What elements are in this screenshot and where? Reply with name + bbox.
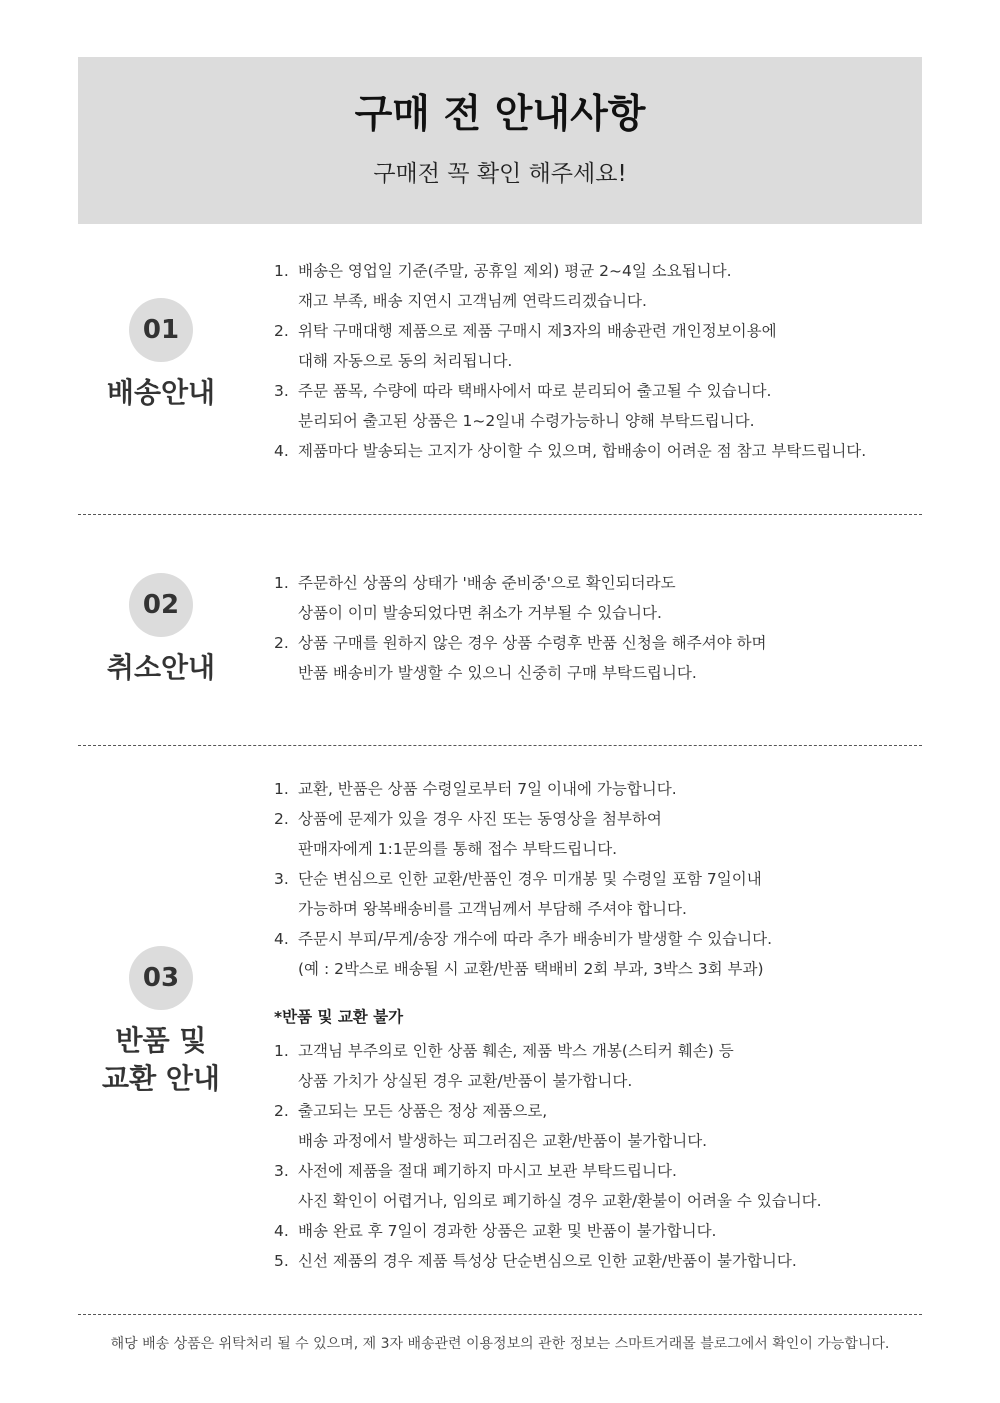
section-number-badge: 01 — [129, 298, 193, 362]
section-number-badge: 02 — [129, 573, 193, 637]
no-return-heading: *반품 및 교환 불가 — [274, 1008, 404, 1026]
list-item: 3. 단순 변심으로 인한 교환/반품인 경우 미개봉 및 수령일 포함 7일이내 가능하며 왕복배송비를 고객님께서 부담해 주셔야 합니다. — [274, 870, 762, 918]
section-content — [274, 568, 922, 688]
page-subtitle: 구매전 꼭 확인 해주세요! — [373, 161, 627, 187]
section-title: 배송안내 — [106, 376, 216, 409]
list-item: 4. 주문시 부피/무게/송장 개수에 따라 추가 배송비가 발생할 수 있습니다. (예 : 2박스로 배송될 시 교환/반품 택배비 2회 부과, 3박스 3회 부과) — [274, 930, 773, 978]
header-banner — [78, 57, 922, 224]
list-item: 1. 고객님 부주의로 인한 상품 훼손, 제품 박스 개봉(스티커 훼손) 등 상품 가치가 상실된 경우 교환/반품이 불가합니다. — [274, 1042, 734, 1090]
section-cancellation — [78, 568, 922, 698]
section-divider — [78, 1314, 922, 1315]
section-content — [274, 774, 922, 1276]
section-number-badge: 03 — [129, 946, 193, 1010]
list-item: 2. 출고되는 모든 상품은 정상 제품으로, 배송 과정에서 발생하는 피그러짐은 교환/반품이 불가합니다. — [274, 1102, 708, 1150]
list-item: 2. 상품 구매를 원하지 않은 경우 상품 수령후 반품 신청을 해주셔야 하며 반품 배송비가 발생할 수 있으니 신중히 구매 부탁드립니다. — [274, 634, 767, 682]
list-item: 4. 제품마다 발송되는 고지가 상이할 수 있으며, 합배송이 어려운 점 참고 부탁드립니다. — [274, 442, 867, 460]
footer-note: 해당 배송 상품은 위탁처리 될 수 있으며, 제 3자 배송관련 이용정보의 관한 정보는 스마트거래몰 블로그에서 확인이 가능합니다. — [110, 1336, 890, 1352]
section-divider — [78, 514, 922, 515]
list-item: 3. 주문 품목, 수량에 따라 택배사에서 따로 분리되어 출고될 수 있습니다. 분리되어 출고된 상품은 1~2일내 수령가능하니 양해 부탁드립니다. — [274, 382, 772, 430]
list-item: 2. 상품에 문제가 있을 경우 사진 또는 동영상을 첨부하여 판매자에게 1:1문의를 통해 접수 부탁드립니다. — [274, 810, 662, 858]
section-returns — [78, 774, 922, 1284]
section-divider — [78, 745, 922, 746]
section-title: 반품 및 교환 안내 — [102, 1024, 220, 1095]
section-side — [78, 946, 244, 1098]
section-title: 취소안내 — [106, 651, 216, 684]
item-list — [274, 256, 922, 466]
list-item: 4. 배송 완료 후 7일이 경과한 상품은 교환 및 반품이 불가합니다. — [274, 1222, 717, 1240]
item-list — [274, 774, 922, 984]
list-item: 2. 위탁 구매대행 제품으로 제품 구매시 제3자의 배송관련 개인정보이용에 대해 자동으로 동의 처리됩니다. — [274, 322, 777, 370]
section-shipping — [78, 255, 922, 475]
no-return-list — [274, 1036, 922, 1276]
list-item: 1. 배송은 영업일 기준(주말, 공휴일 제외) 평균 2~4일 소요됩니다. 재고 부족, 배송 지연시 고객님께 연락드리겠습니다. — [274, 262, 732, 310]
list-item: 3. 사전에 제품을 절대 폐기하지 마시고 보관 부탁드립니다. 사진 확인이 어렵거나, 임의로 폐기하실 경우 교환/환불이 어려울 수 있습니다. — [274, 1162, 822, 1210]
section-side — [78, 298, 244, 412]
section-side — [78, 573, 244, 687]
page-title: 구매 전 안내사항 — [354, 92, 646, 137]
list-item: 5. 신선 제품의 경우 제품 특성상 단순변심으로 인한 교환/반품이 불가합니다. — [274, 1252, 797, 1270]
item-list — [274, 568, 922, 688]
list-item: 1. 주문하신 상품의 상태가 '배송 준비중'으로 확인되더라도 상품이 이미 발송되었다면 취소가 거부될 수 있습니다. — [274, 574, 676, 622]
section-content — [274, 256, 922, 466]
list-item: 1. 교환, 반품은 상품 수령일로부터 7일 이내에 가능합니다. — [274, 780, 677, 798]
